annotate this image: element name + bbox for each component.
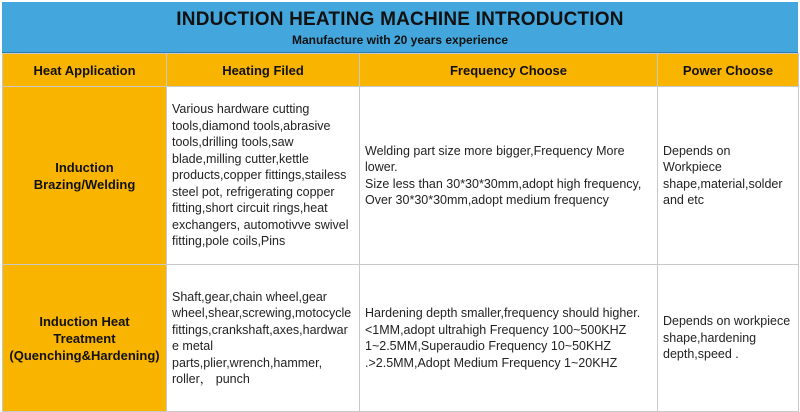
column-header-heat-application: Heat Application <box>3 54 167 87</box>
power-line: Depends on <box>663 143 731 158</box>
column-header-power-choose: Power Choose <box>658 54 799 87</box>
power-cell <box>658 87 799 265</box>
power-cell <box>658 265 799 412</box>
heating-field-line: steel pot, refrigerating copper <box>172 184 335 199</box>
column-header-heating-filed: Heating Filed <box>167 54 360 87</box>
column-header-frequency-choose: Frequency Choose <box>360 54 658 87</box>
power-line: shape,hardening <box>663 330 757 345</box>
frequency-line: 1~2.5MM,Superaudio Frequency 10~50KHZ <box>365 339 611 353</box>
heating-field-line: exchangers, automotivve swivel <box>172 217 349 232</box>
application-line: Brazing/Welding <box>33 176 136 192</box>
heating-field-line: tools,drilling tools,saw <box>172 135 294 150</box>
power-line: depth,speed . <box>663 347 739 362</box>
application-cell <box>3 265 167 412</box>
heating-field-line: Shaft,gear,chain wheel,gear <box>172 289 327 304</box>
heating-field-line: blade,milling cutter,kettle <box>172 151 309 166</box>
frequency-line: <1MM,adopt ultrahigh Frequency 100~500KHZ <box>365 322 627 337</box>
heating-field-cell <box>167 87 360 265</box>
frequency-line: Over 30*30*30mm,adopt medium frequency <box>365 193 609 207</box>
frequency-line: lower. <box>365 160 398 174</box>
header-row <box>3 54 799 87</box>
heating-field-line: products,copper fittings,stailess <box>172 168 347 183</box>
table-row <box>3 265 799 412</box>
heating-field-line: e metal <box>172 339 213 353</box>
intro-table <box>2 53 799 412</box>
application-line: Induction <box>55 159 114 175</box>
page-subtitle: Manufacture with 20 years experience <box>291 33 509 47</box>
frequency-line: Welding part size more bigger,Frequency More <box>365 143 625 158</box>
power-line: and etc <box>663 193 705 207</box>
page-title: INDUCTION HEATING MACHINE INTRODUCTION <box>176 9 624 30</box>
frequency-line: Hardening depth smaller,frequency should higher. <box>365 306 641 320</box>
frequency-line: .>2.5MM,Adopt Medium Frequency 1~20KHZ <box>365 355 618 370</box>
frequency-line: Size less than 30*30*30mm,adopt high frequency, <box>365 176 642 191</box>
heating-field-line: roller， punch <box>172 372 250 386</box>
title-banner <box>2 2 798 53</box>
application-line: Induction Heat <box>39 313 130 329</box>
heating-field-line: fitting,short circuit rings,heat <box>172 201 328 216</box>
application-line: (Quenching&Hardening) <box>9 347 160 363</box>
heating-field-line: tools,diamond tools,abrasive <box>172 118 331 133</box>
frequency-cell <box>360 265 658 412</box>
power-line: shape,material,solder <box>663 176 783 191</box>
power-line: Workpiece <box>663 160 722 174</box>
heating-field-line: wheel,shear,screwing,motocycle <box>172 306 352 320</box>
heating-field-line: fitting,pole coils,Pins <box>172 234 286 249</box>
power-line: Depends on workpiece <box>663 314 791 329</box>
application-line: Treatment <box>53 330 116 346</box>
heating-field-line: fittings,crankshaft,axes,hardwar <box>172 322 348 337</box>
heating-field-line: Various hardware cutting <box>172 102 310 117</box>
application-cell <box>3 87 167 265</box>
heating-field-line: parts,plier,wrench,hammer, <box>172 355 323 370</box>
table-row <box>3 87 799 265</box>
heating-field-cell <box>167 265 360 412</box>
frequency-cell <box>360 87 658 265</box>
